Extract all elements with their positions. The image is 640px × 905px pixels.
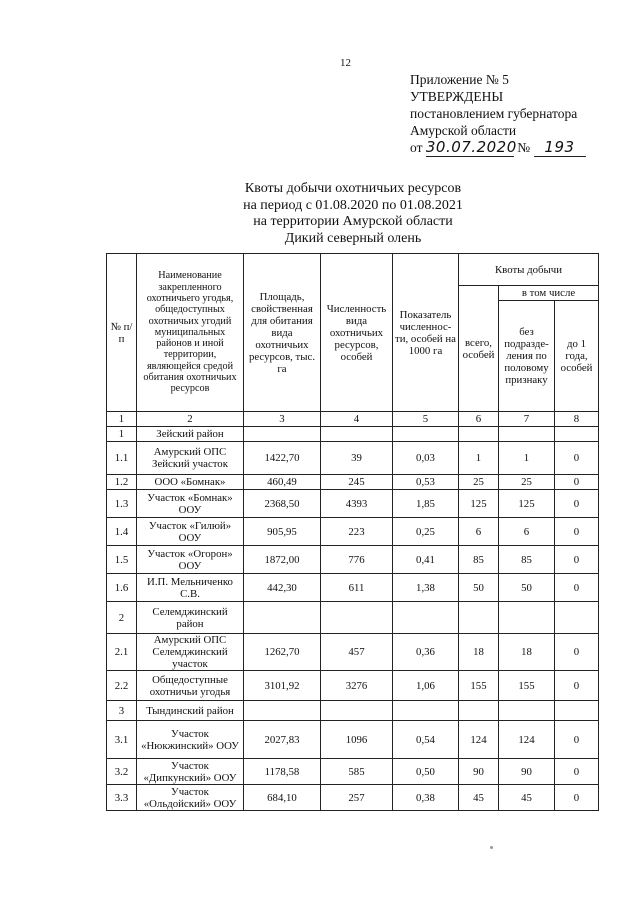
column-number-cell: 5 xyxy=(393,412,459,427)
row-number: 1.6 xyxy=(107,574,137,602)
district-row xyxy=(107,427,599,442)
cell-no-sex: 18 xyxy=(499,634,555,671)
cell-total: 155 xyxy=(459,671,499,701)
hunting-ground-name: Участок «Ольдойский» ООУ xyxy=(137,785,244,811)
cell-population xyxy=(321,701,393,721)
title-line-4: Дикий северный олень xyxy=(284,230,422,246)
cell-no-sex xyxy=(499,427,555,442)
cell-population: 611 xyxy=(321,574,393,602)
approval-block xyxy=(410,71,586,157)
hunting-ground-name: И.П. Мельниченко С.В. xyxy=(137,574,244,602)
cell-under1 xyxy=(555,602,599,634)
row-number: 3 xyxy=(107,701,137,721)
row-number: 1.2 xyxy=(107,475,137,490)
cell-density: 0,53 xyxy=(393,475,459,490)
cell-under1: 0 xyxy=(555,574,599,602)
column-number-cell: 8 xyxy=(555,412,599,427)
column-number-cell: 6 xyxy=(459,412,499,427)
cell-under1 xyxy=(555,427,599,442)
cell-population xyxy=(321,602,393,634)
cell-no-sex: 1 xyxy=(499,442,555,475)
cell-under1: 0 xyxy=(555,671,599,701)
cell-population: 39 xyxy=(321,442,393,475)
column-number-cell: 7 xyxy=(499,412,555,427)
date-prefix: от xyxy=(410,140,423,155)
row-number: 3.3 xyxy=(107,785,137,811)
cell-density: 0,36 xyxy=(393,634,459,671)
header-area: Площадь, свойственная для обитания вида охотничьих ресурсов, тыс. га xyxy=(244,254,321,412)
cell-population: 585 xyxy=(321,759,393,785)
table-row xyxy=(107,518,599,546)
cell-no-sex: 125 xyxy=(499,490,555,518)
district-row xyxy=(107,602,599,634)
column-number-cell: 4 xyxy=(321,412,393,427)
cell-total: 1 xyxy=(459,442,499,475)
date-line xyxy=(410,139,586,157)
cell-population: 245 xyxy=(321,475,393,490)
cell-no-sex: 6 xyxy=(499,518,555,546)
number-prefix: № xyxy=(517,140,531,155)
cell-under1: 0 xyxy=(555,546,599,574)
cell-under1: 0 xyxy=(555,490,599,518)
row-number: 1.4 xyxy=(107,518,137,546)
hunting-ground-name: Участок «Дипкунский» ООУ xyxy=(137,759,244,785)
cell-density: 0,03 xyxy=(393,442,459,475)
header-including: в том числе xyxy=(499,286,599,301)
cell-total: 6 xyxy=(459,518,499,546)
cell-under1: 0 xyxy=(555,759,599,785)
quota-table xyxy=(106,253,599,811)
row-number: 2.1 xyxy=(107,634,137,671)
cell-no-sex: 45 xyxy=(499,785,555,811)
cell-under1: 0 xyxy=(555,721,599,759)
cell-no-sex xyxy=(499,701,555,721)
cell-under1: 0 xyxy=(555,634,599,671)
cell-population: 4393 xyxy=(321,490,393,518)
table-row xyxy=(107,574,599,602)
row-number: 2.2 xyxy=(107,671,137,701)
table-row xyxy=(107,634,599,671)
cell-density xyxy=(393,427,459,442)
cell-total: 124 xyxy=(459,721,499,759)
cell-population xyxy=(321,427,393,442)
hunting-ground-name: Амурский ОПС Селемджинский участок xyxy=(137,634,244,671)
row-number: 1 xyxy=(107,427,137,442)
page-number: 12 xyxy=(340,57,351,69)
cell-area: 1262,70 xyxy=(244,634,321,671)
row-number: 1.3 xyxy=(107,490,137,518)
cell-no-sex: 90 xyxy=(499,759,555,785)
appendix-label: Приложение № 5 xyxy=(410,72,509,87)
header-name: Наименование закрепленного охотничьего угодья, общедоступных охотничьих угодий муниципальных районов и иной территории, являющейся средой обитания охотничьих ресурсов xyxy=(137,254,244,412)
header-num: № п/п xyxy=(107,254,137,412)
cell-population: 1096 xyxy=(321,721,393,759)
district-name: Зейский район xyxy=(137,427,244,442)
cell-area: 905,95 xyxy=(244,518,321,546)
handwritten-number: 193 xyxy=(544,138,575,156)
cell-population: 3276 xyxy=(321,671,393,701)
row-number: 3.1 xyxy=(107,721,137,759)
scan-dot xyxy=(490,846,493,849)
cell-density: 0,38 xyxy=(393,785,459,811)
cell-total: 45 xyxy=(459,785,499,811)
cell-no-sex: 124 xyxy=(499,721,555,759)
cell-area: 2027,83 xyxy=(244,721,321,759)
cell-population: 257 xyxy=(321,785,393,811)
header-under-one-year: до 1 года, особей xyxy=(555,301,599,412)
hunting-ground-name: Амурский ОПС Зейский участок xyxy=(137,442,244,475)
cell-area: 2368,50 xyxy=(244,490,321,518)
district-row xyxy=(107,701,599,721)
cell-area: 1422,70 xyxy=(244,442,321,475)
table-row xyxy=(107,759,599,785)
cell-density: 1,38 xyxy=(393,574,459,602)
row-number: 1.5 xyxy=(107,546,137,574)
cell-total: 18 xyxy=(459,634,499,671)
cell-total xyxy=(459,701,499,721)
title-line-1: Квоты добычи охотничьих ресурсов xyxy=(244,181,462,196)
row-number: 3.2 xyxy=(107,759,137,785)
cell-no-sex: 155 xyxy=(499,671,555,701)
cell-no-sex: 85 xyxy=(499,546,555,574)
cell-area: 1872,00 xyxy=(244,546,321,574)
column-number-cell: 3 xyxy=(244,412,321,427)
title-line-3: на территории Амурской области xyxy=(253,214,453,229)
cell-population: 457 xyxy=(321,634,393,671)
district-name: Тындинский район xyxy=(137,701,244,721)
table-row xyxy=(107,475,599,490)
cell-density: 0,41 xyxy=(393,546,459,574)
table-row xyxy=(107,442,599,475)
cell-total: 85 xyxy=(459,546,499,574)
cell-area: 460,49 xyxy=(244,475,321,490)
cell-density xyxy=(393,701,459,721)
decree-label: постановлением губернатора xyxy=(410,106,578,121)
cell-under1: 0 xyxy=(555,442,599,475)
handwritten-date: 30.07.2020 xyxy=(425,138,517,156)
cell-density: 1,06 xyxy=(393,671,459,701)
cell-under1: 0 xyxy=(555,785,599,811)
cell-under1: 0 xyxy=(555,475,599,490)
hunting-ground-name: Участок «Бомнак» ООУ xyxy=(137,490,244,518)
cell-area: 684,10 xyxy=(244,785,321,811)
approved-label: УТВЕРЖДЕНЫ xyxy=(410,89,504,104)
hunting-ground-name: Участок «Огорон» ООУ xyxy=(137,546,244,574)
cell-density: 0,54 xyxy=(393,721,459,759)
header-total: всего, особей xyxy=(459,286,499,412)
cell-total: 25 xyxy=(459,475,499,490)
cell-under1 xyxy=(555,701,599,721)
column-number-cell: 2 xyxy=(137,412,244,427)
hunting-ground-name: Участок «Нюкжинский» ООУ xyxy=(137,721,244,759)
district-name: Селемджинский район xyxy=(137,602,244,634)
cell-area: 3101,92 xyxy=(244,671,321,701)
cell-density: 0,25 xyxy=(393,518,459,546)
header-population: Численность вида охотничьих ресурсов, особей xyxy=(321,254,393,412)
cell-total xyxy=(459,427,499,442)
cell-population: 776 xyxy=(321,546,393,574)
cell-no-sex: 25 xyxy=(499,475,555,490)
cell-no-sex xyxy=(499,602,555,634)
row-number: 2 xyxy=(107,602,137,634)
cell-density: 0,50 xyxy=(393,759,459,785)
header-no-sex-division: без подразде-ления по половому признаку xyxy=(499,301,555,412)
title-line-2: на период с 01.08.2020 по 01.08.2021 xyxy=(243,197,463,213)
cell-density xyxy=(393,602,459,634)
cell-area xyxy=(244,602,321,634)
cell-total: 125 xyxy=(459,490,499,518)
cell-total: 90 xyxy=(459,759,499,785)
cell-area: 442,30 xyxy=(244,574,321,602)
table-row xyxy=(107,785,599,811)
column-numbers-row xyxy=(107,412,599,427)
cell-area: 1178,58 xyxy=(244,759,321,785)
cell-population: 223 xyxy=(321,518,393,546)
header-density: Показатель численнос-ти, особей на 1000 га xyxy=(393,254,459,412)
row-number: 1.1 xyxy=(107,442,137,475)
cell-total xyxy=(459,602,499,634)
table-row xyxy=(107,546,599,574)
cell-area xyxy=(244,427,321,442)
document-title xyxy=(200,181,506,247)
cell-area xyxy=(244,701,321,721)
cell-total: 50 xyxy=(459,574,499,602)
table-row xyxy=(107,671,599,701)
hunting-ground-name: ООО «Бомнак» xyxy=(137,475,244,490)
cell-under1: 0 xyxy=(555,518,599,546)
column-number-cell: 1 xyxy=(107,412,137,427)
cell-no-sex: 50 xyxy=(499,574,555,602)
hunting-ground-name: Участок «Гилюй» ООУ xyxy=(137,518,244,546)
table-row xyxy=(107,721,599,759)
hunting-ground-name: Общедоступные охотничьи угодья xyxy=(137,671,244,701)
table-row xyxy=(107,490,599,518)
header-quota: Квоты добычи xyxy=(459,254,599,286)
region-label: Амурской области xyxy=(410,123,517,138)
cell-density: 1,85 xyxy=(393,490,459,518)
